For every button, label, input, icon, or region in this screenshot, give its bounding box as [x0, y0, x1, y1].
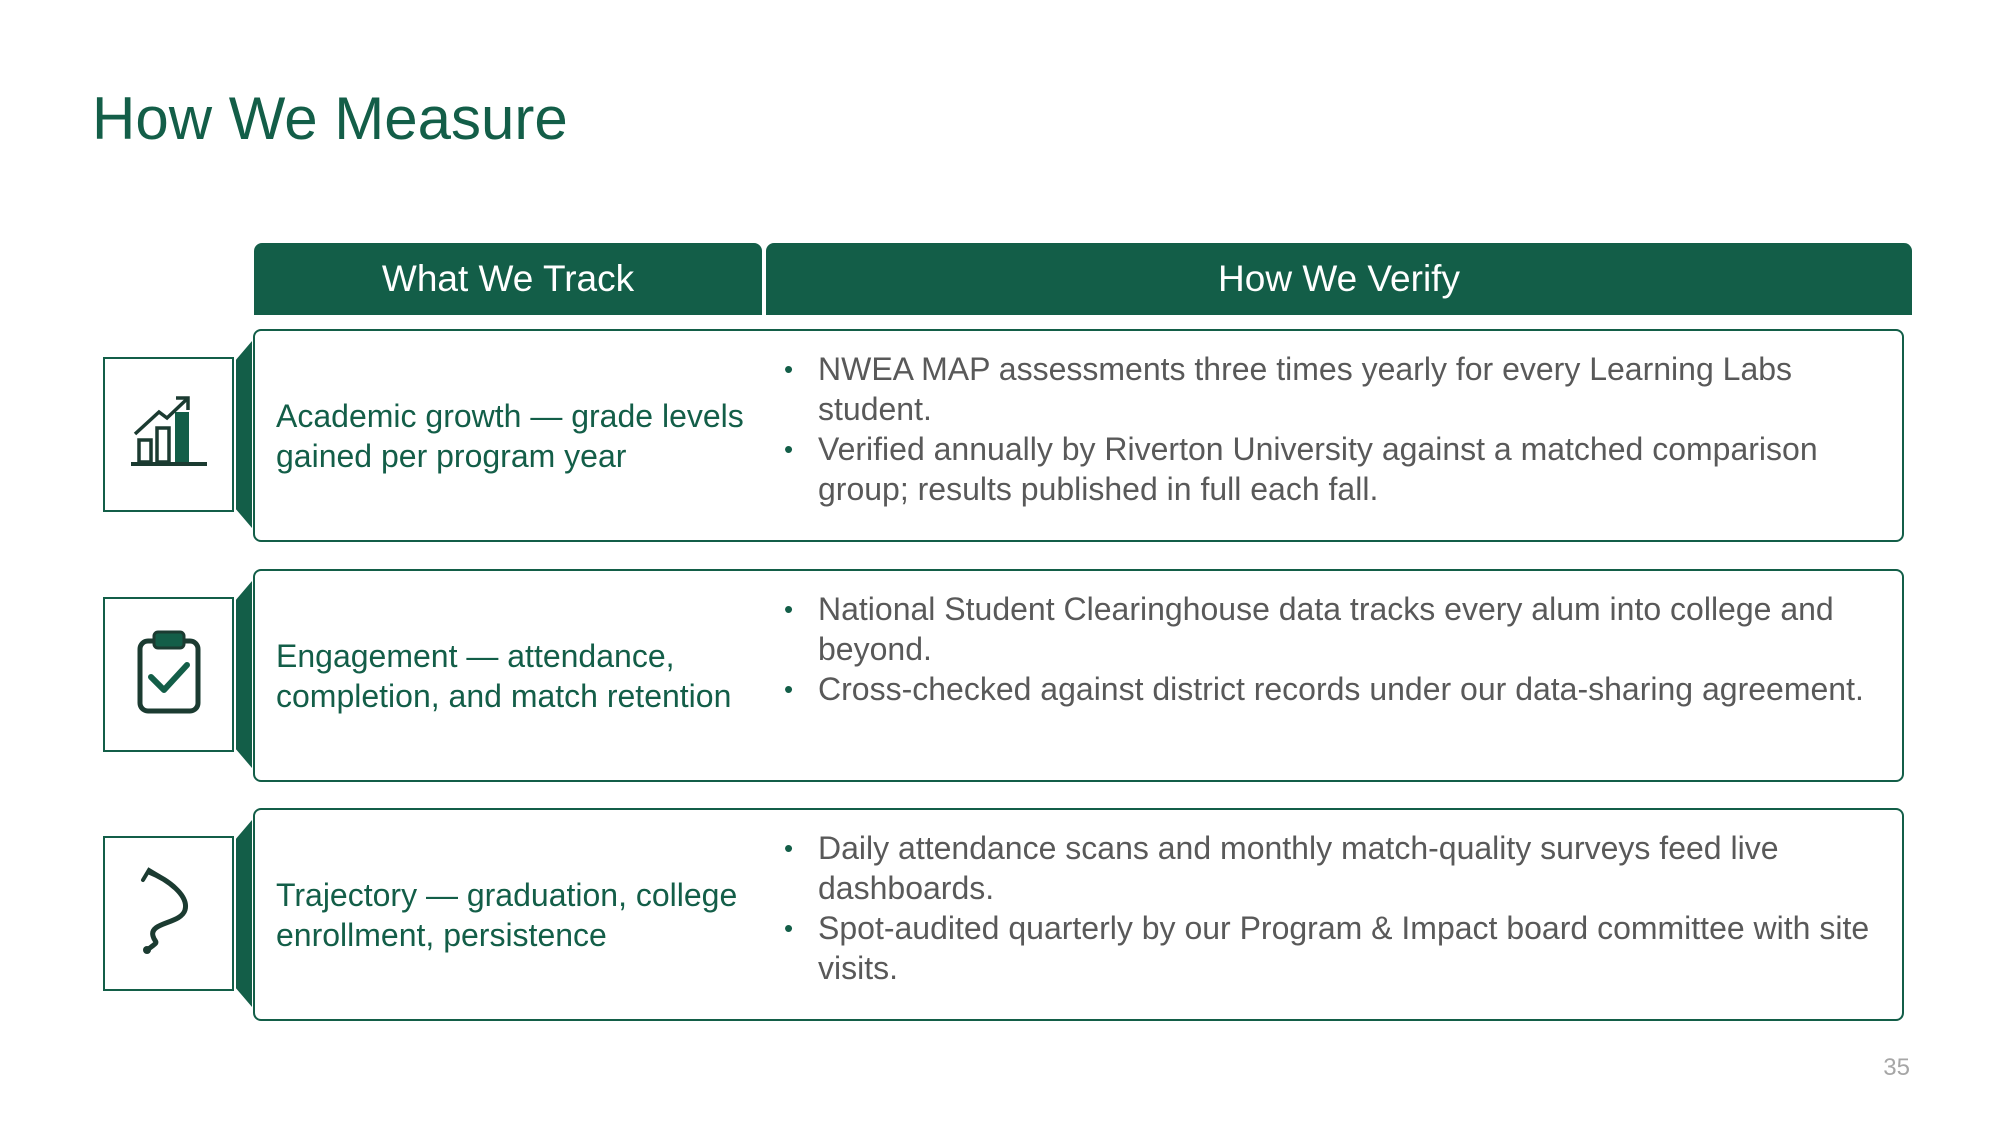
table-row-academic-growth: [0, 329, 2001, 545]
slide-title: How We Measure: [92, 85, 568, 152]
page-number: 35: [1883, 1054, 1910, 1081]
verify-list: [784, 349, 1884, 509]
track-label: Engagement — attendance, completion, and match retention: [276, 637, 732, 714]
row-accent-tab: [236, 581, 252, 768]
row-accent-tab: [236, 820, 252, 1007]
track-cell: [276, 329, 756, 542]
verify-list: [784, 828, 1884, 988]
verify-bullet: • NWEA MAP assessments three times yearly for every Learning Labs student.: [784, 351, 1793, 427]
verify-bullet: • Daily attendance scans and monthly match-quality surveys feed live dashboards.: [784, 830, 1779, 906]
row-icon-box: [103, 357, 234, 512]
table-row-engagement: [0, 569, 2001, 785]
row-accent-tab: [236, 341, 252, 528]
track-cell: [276, 808, 756, 1021]
clipboard-check-icon: [134, 629, 204, 720]
row-icon-box: [103, 836, 234, 991]
bullet-dot: •: [784, 674, 794, 704]
growth-chart-icon: [129, 394, 209, 475]
verify-bullet: • Verified annually by Riverton University against a matched comparison group; results published in full each fall.: [784, 431, 1818, 507]
track-label: Trajectory — graduation, college enrollment, persistence: [276, 876, 738, 953]
bullet-dot: •: [784, 434, 794, 464]
verify-bullet: • National Student Clearinghouse data tracks every alum into college and beyond.: [784, 591, 1834, 667]
verify-bullet: • Spot-audited quarterly by our Program & Impact board committee with site visits.: [784, 910, 1870, 986]
bullet-dot: •: [784, 913, 794, 943]
verify-bullet: • Cross-checked against district records under our data-sharing agreement.: [784, 671, 1864, 707]
table-row-trajectory: [0, 808, 2001, 1024]
verify-list: [784, 589, 1884, 709]
row-icon-box: [103, 597, 234, 752]
bullet-dot: •: [784, 354, 794, 384]
track-cell: [276, 569, 756, 782]
track-label: Academic growth — grade levels gained per program year: [276, 397, 744, 474]
header-what-we-track: What We Track: [254, 243, 762, 315]
winding-path-icon: [139, 866, 199, 961]
header-how-we-verify: How We Verify: [766, 243, 1912, 315]
bullet-dot: •: [784, 594, 794, 624]
bullet-dot: •: [784, 833, 794, 863]
